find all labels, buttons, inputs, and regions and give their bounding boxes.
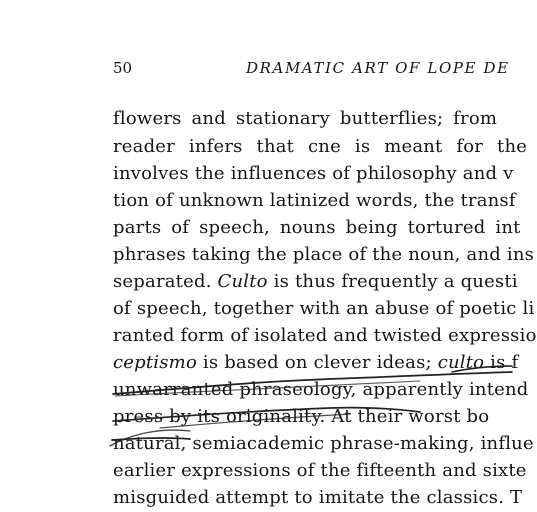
- text-span: natural, semiacademic phrase-making, influe: [113, 433, 534, 454]
- text-span: tion of unknown latinized words, the transf: [113, 190, 516, 211]
- text-line: [113, 433, 534, 455]
- page-number: 50: [113, 59, 133, 77]
- text-line: [113, 487, 522, 509]
- text-line: [113, 190, 516, 212]
- text-line: [113, 352, 518, 374]
- text-span: phrases taking the place of the noun, and ins: [113, 244, 535, 265]
- text-span: misguided attempt to imitate the classics. T: [113, 487, 523, 508]
- text-line: [113, 108, 497, 130]
- text-line: [113, 244, 534, 266]
- text-span: flowers and stationary butterflies; from: [113, 108, 498, 129]
- text-span: ranted form of isolated and twisted expressio: [113, 325, 537, 346]
- text-span: of speech, together with an abuse of poetic li: [113, 298, 535, 319]
- text-line: [113, 379, 529, 401]
- text-line: [113, 217, 521, 239]
- text-line: [113, 460, 527, 482]
- text-span: earlier expressions of the fifteenth and sixte: [113, 460, 527, 481]
- text-line: [113, 298, 534, 320]
- text-line: [113, 325, 537, 347]
- text-span: involves the influences of philosophy and v: [113, 163, 514, 184]
- text-span: separated.: [113, 271, 218, 292]
- text-span: is f: [484, 352, 519, 373]
- text-span: is thus frequently a questi: [267, 271, 518, 292]
- italic-term: ceptismo: [113, 352, 197, 373]
- text-line: [113, 136, 527, 158]
- text-span: reader infers that cne is meant for the: [113, 136, 528, 157]
- text-span: parts of speech, nouns being tortured int: [113, 217, 521, 238]
- running-head: DRAMATIC ART OF LOPE DE: [246, 59, 510, 77]
- text-line: [113, 406, 489, 428]
- text-span: unwarranted phraseology, apparently intend: [113, 379, 529, 400]
- text-span: press by its originality. At their worst bo: [113, 406, 490, 427]
- text-line: [113, 163, 514, 185]
- italic-term: Culto: [217, 271, 268, 292]
- text-span: is based on clever ideas;: [197, 352, 438, 373]
- text-line: [113, 271, 518, 293]
- italic-term: culto: [437, 352, 485, 373]
